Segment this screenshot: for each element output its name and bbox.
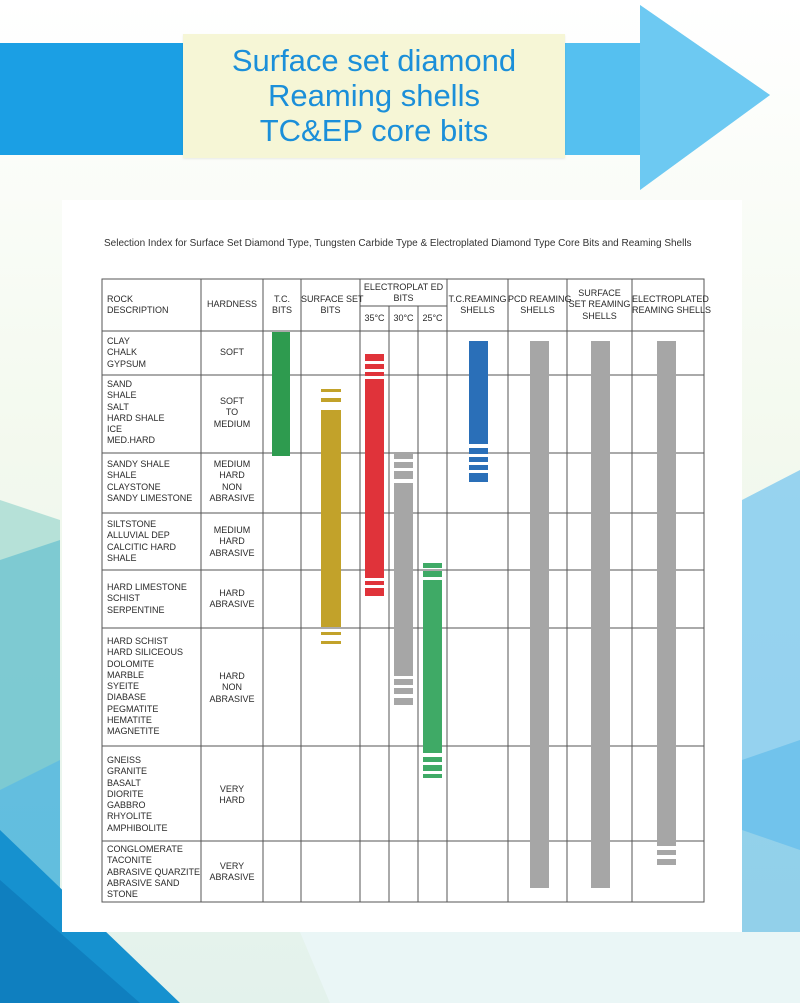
bar-ep-30 (394, 452, 413, 705)
row-7-rocks (107, 755, 168, 834)
header-temp-25: 25°C (422, 313, 443, 323)
rock-name: CONGLOMERATE (107, 844, 183, 854)
rock-name: CHALK (107, 347, 138, 358)
header-ep-reaming (632, 294, 712, 317)
rock-name: SAND (107, 379, 133, 389)
rock-name: STONE (107, 889, 138, 900)
rock-name: AMPHIBOLITE (107, 822, 168, 833)
row-1-rocks (107, 336, 146, 370)
hardness-text: ABRASIVE (209, 492, 255, 503)
rock-name: SHALE (107, 552, 137, 563)
hardness-text: HARD (219, 588, 245, 598)
header-surface-reaming-line-3: SHELLS (582, 310, 617, 321)
header-tc-bits (263, 294, 301, 317)
bar-surface-set-bits (321, 389, 341, 644)
header-pcd-reaming-line-1: PCD REAMING (508, 294, 572, 304)
rock-name: HARD LIMESTONE (107, 582, 187, 592)
rock-name: HEMATITE (107, 715, 152, 726)
header-surface-set-line-1: SURFACE SET (301, 294, 364, 304)
bar-surface-reaming (591, 341, 610, 888)
rock-name: SANDY LIMESTONE (107, 492, 193, 503)
rock-name: ABRASIVE SAND (107, 877, 180, 888)
rock-name: GNEISS (107, 755, 142, 765)
hardness-text: ABRASIVE (209, 547, 255, 558)
header-ep-bits-line-2: BITS (393, 293, 414, 304)
rock-name: TACONITE (107, 855, 152, 866)
row-5-hardness (202, 588, 262, 611)
header-temp-35: 35°C (364, 313, 385, 323)
bar-ep-35 (365, 354, 384, 596)
rock-name: HARD SCHIST (107, 636, 169, 646)
header-surface-reaming-line-2: SET REAMING (568, 299, 631, 310)
rock-name: GRANITE (107, 766, 148, 777)
rock-name: SILTSTONE (107, 519, 157, 529)
header-surface-reaming-line-1: SURFACE (578, 288, 621, 298)
header-temp-30: 30°C (393, 313, 414, 323)
hardness-text: VERY (219, 861, 245, 871)
hardness-text: SOFT (220, 396, 244, 406)
rock-name: SANDY SHALE (107, 459, 170, 469)
bar-pcd-reaming (530, 341, 549, 888)
row-4-hardness (202, 525, 262, 559)
title-line-1: Surface set diamond (231, 43, 517, 78)
row-2-hardness (202, 396, 262, 430)
rock-name: DIABASE (107, 692, 147, 703)
row-7-hardness (202, 784, 262, 807)
hardness-text: ABRASIVE (209, 693, 255, 704)
rock-name: HARD SHALE (107, 412, 165, 423)
hardness-text: SOFT (220, 347, 244, 357)
bar-ep-reaming (657, 341, 676, 865)
hardness-text: ABRASIVE (209, 599, 255, 610)
bar-ep-25 (423, 563, 442, 778)
hardness-text: HARD (219, 795, 245, 806)
rock-name: SHALE (107, 390, 137, 401)
header-surface-set-bits (301, 294, 364, 317)
rock-name: MAGNETITE (107, 726, 160, 737)
header-tc-reaming (447, 294, 508, 317)
title-line-3: TC&EP core bits (259, 113, 489, 148)
hardness-text: HARD (219, 536, 245, 547)
row-6-hardness (202, 671, 262, 705)
row-3-rocks (107, 459, 192, 504)
rock-name: GABBRO (107, 800, 146, 811)
rock-name: MARBLE (107, 669, 145, 680)
table-caption: Selection Index for Surface Set Diamond Type, Tungsten Carbide Type & Electroplated Diamond Type Core Bits and Reaming Shells (104, 238, 692, 249)
header-pcd-reaming (508, 294, 572, 317)
hardness-text: TO (225, 407, 239, 418)
rock-name: BASALT (107, 777, 141, 788)
hardness-text: MEDIUM (213, 525, 251, 535)
rock-name: SHALE (107, 470, 137, 481)
header-tc-bits-line-1: T.C. (273, 294, 290, 304)
rock-name: PEGMATITE (107, 703, 159, 714)
rock-name: CLAY (107, 336, 130, 346)
rock-name: DOLOMITE (107, 658, 155, 669)
rock-name: GYPSUM (107, 358, 147, 369)
rock-name: CLAYSTONE (107, 481, 161, 492)
header-surface-reaming (567, 288, 632, 322)
rock-name: RHYOLITE (107, 811, 153, 822)
header-rock (107, 294, 169, 317)
rock-name: HARD SILICEOUS (107, 647, 184, 658)
hardness-text: HARD (219, 470, 245, 481)
rock-name: MED.HARD (107, 435, 156, 446)
hardness-text: MEDIUM (213, 459, 251, 469)
rock-name: CALCITIC HARD (107, 541, 177, 552)
hardness-text: HARD (219, 671, 245, 681)
row-8-hardness (202, 861, 262, 884)
rock-name: SYEITE (107, 681, 140, 692)
bar-tc-bits (272, 332, 290, 456)
header-rock-line-2: DESCRIPTION (107, 305, 169, 316)
header-tc-reaming-line-2: SHELLS (460, 305, 495, 316)
header-tc-reaming-line-1: T.C.REAMING (448, 294, 507, 304)
hardness-text: NON (222, 682, 242, 693)
row-4-rocks (107, 519, 176, 564)
bar-tc-reaming (469, 341, 488, 482)
header-ep-reaming-line-2: REAMING SHELLS (632, 305, 712, 316)
header-surface-set-line-2: BITS (320, 305, 341, 316)
hardness-text: VERY (219, 784, 245, 794)
hardness-text: ABRASIVE (209, 872, 255, 883)
header-pcd-reaming-line-2: SHELLS (520, 305, 555, 316)
header-electroplated-bits (360, 282, 447, 305)
row-3-hardness (202, 459, 262, 504)
header-rock-line-1: ROCK (107, 294, 134, 304)
row-8-rocks (107, 844, 200, 900)
hardness-text: MEDIUM (213, 418, 251, 429)
rock-name: SALT (107, 401, 129, 412)
row-5-rocks (107, 582, 187, 616)
header-ep-bits-line-1: ELECTROPLAT ED (363, 282, 444, 292)
rock-name: ABRASIVE QUARZITE (107, 866, 201, 877)
header-tc-bits-line-2: BITS (271, 305, 292, 316)
rock-name: ALLUVIAL DEP (107, 530, 170, 541)
rock-name: DIORITE (107, 788, 144, 799)
rock-name: SERPENTINE (107, 604, 165, 615)
header-ep-reaming-line-1: ELECTROPLATED (632, 294, 709, 304)
hardness-text: NON (222, 481, 242, 492)
title-line-2: Reaming shells (268, 78, 480, 113)
row-1-hardness (202, 347, 262, 358)
rock-name: SCHIST (107, 593, 141, 604)
row-6-rocks (107, 636, 183, 738)
header-hardness: HARDNESS (206, 299, 257, 309)
rock-name: ICE (107, 424, 123, 435)
row-2-rocks (107, 379, 165, 447)
